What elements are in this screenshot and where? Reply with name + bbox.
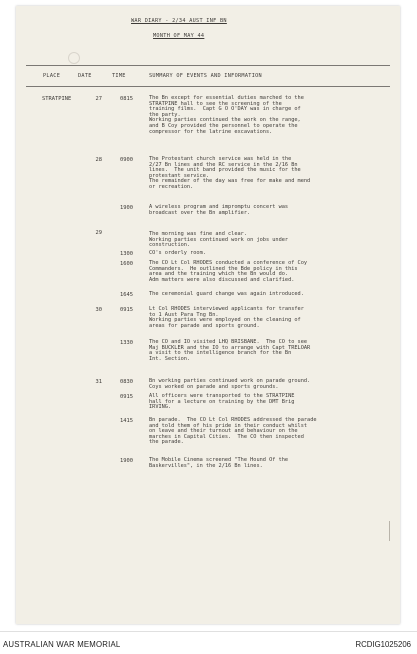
entry-summary: The morning was fine and clear. Working parties continued work on jobs under construction. xyxy=(149,231,289,249)
entry-time: 0915 xyxy=(120,307,133,313)
entry-summary: The CO Lt Col RHODES conducted a conference of Coy Commanders. He outlined the Bde policy in this area and the training which the Bn would do. Adm matters were also discussed and clarified. xyxy=(149,260,308,283)
entry-summary: All officers were transported to the STRATPINE hall for a lecture on training by the DMT Brig IRVING. xyxy=(149,393,295,411)
entry-time: 1900 xyxy=(120,205,133,211)
entry-time: 1330 xyxy=(120,340,133,346)
entry-summary: Bn working parties continued work on parade ground. Coys worked on parade and sports grounds. xyxy=(149,378,311,390)
margin-mark xyxy=(389,521,390,541)
col-summary: SUMMARY OF EVENTS AND INFORMATION xyxy=(149,73,262,79)
entry-summary: The Protestant church service was held in the 2/27 Bn lines and the RC service in the 2/16 Bn lines. The unit band provided the music for the protestant service. The remainder of the day was free for make and mend or recreation. xyxy=(149,156,311,190)
entry-summary: A wireless program and impromptu concert was broadcast over the Bn amplifier. xyxy=(149,204,289,216)
diary-month: MONTH OF MAY 44 xyxy=(153,33,205,39)
col-time: TIME xyxy=(112,73,126,79)
entry-time: 0900 xyxy=(120,157,133,163)
entry-summary: The Mobile Cinema screened "The Hound Of the Baskervilles", in the 2/16 Bn lines. xyxy=(149,457,289,469)
entry-date: 30 xyxy=(95,307,102,313)
archive-reference: RCDIG1025206 xyxy=(355,640,411,649)
entry-date: 31 xyxy=(95,379,102,385)
entry-date: 29 xyxy=(95,230,102,236)
entry-summary: The Bn except for essential duties marched to the STRATPINE hall to see the screening of the training films. Capt G O O'DAY was in charge of the party. Working parties continued the work on the range, and B Coy provided the personnel to operate the compressor for the latrine excavations. xyxy=(149,95,304,135)
entry-summary: The CO and IO visited LHQ BRISBANE. The CO to see Maj BUCKLER and the IO to arrange with Capt TRELOAR a visit to the intelligence branch for the Bn Int. Section. xyxy=(149,339,311,362)
header-rule-top xyxy=(26,65,390,66)
archive-name: AUSTRALIAN WAR MEMORIAL xyxy=(3,640,121,649)
entry-date: 27 xyxy=(95,96,102,102)
header-rule-bottom xyxy=(26,86,390,87)
punch-hole-mark xyxy=(68,52,80,64)
col-place: PLACE xyxy=(43,73,61,79)
entry-time: 1645 xyxy=(120,292,133,298)
entry-summary: CO's orderly room. xyxy=(149,250,206,256)
col-date: DATE xyxy=(78,73,92,79)
entry-time: 1900 xyxy=(120,458,133,464)
entry-time: 1415 xyxy=(120,418,133,424)
entry-time: 0830 xyxy=(120,379,133,385)
archive-footer xyxy=(0,631,417,654)
entry-time: 1600 xyxy=(120,261,133,267)
entry-time: 0815 xyxy=(120,96,133,102)
entry-place: STRATPINE xyxy=(42,96,72,102)
entry-summary: Lt Col RHODES interviewed applicants for transfer to 1 Aust Para Tng Bn. Working parties were employed on the cleaning of areas for parade and sports ground. xyxy=(149,306,304,329)
entry-time: 0915 xyxy=(120,394,133,400)
diary-title: WAR DIARY - 2/34 AUST INF BN xyxy=(131,18,227,24)
entry-date: 28 xyxy=(95,157,102,163)
entry-summary: The ceremonial guard change was again introduced. xyxy=(149,291,304,297)
entry-time: 1300 xyxy=(120,251,133,257)
entry-summary: Bn parade. The CO Lt Col RHODES addressed the parade and told them of his pride in their conduct whilst on leave and their turnout and behaviour on the marches in Capital Cities. The CO then inspected the parade. xyxy=(149,417,317,446)
